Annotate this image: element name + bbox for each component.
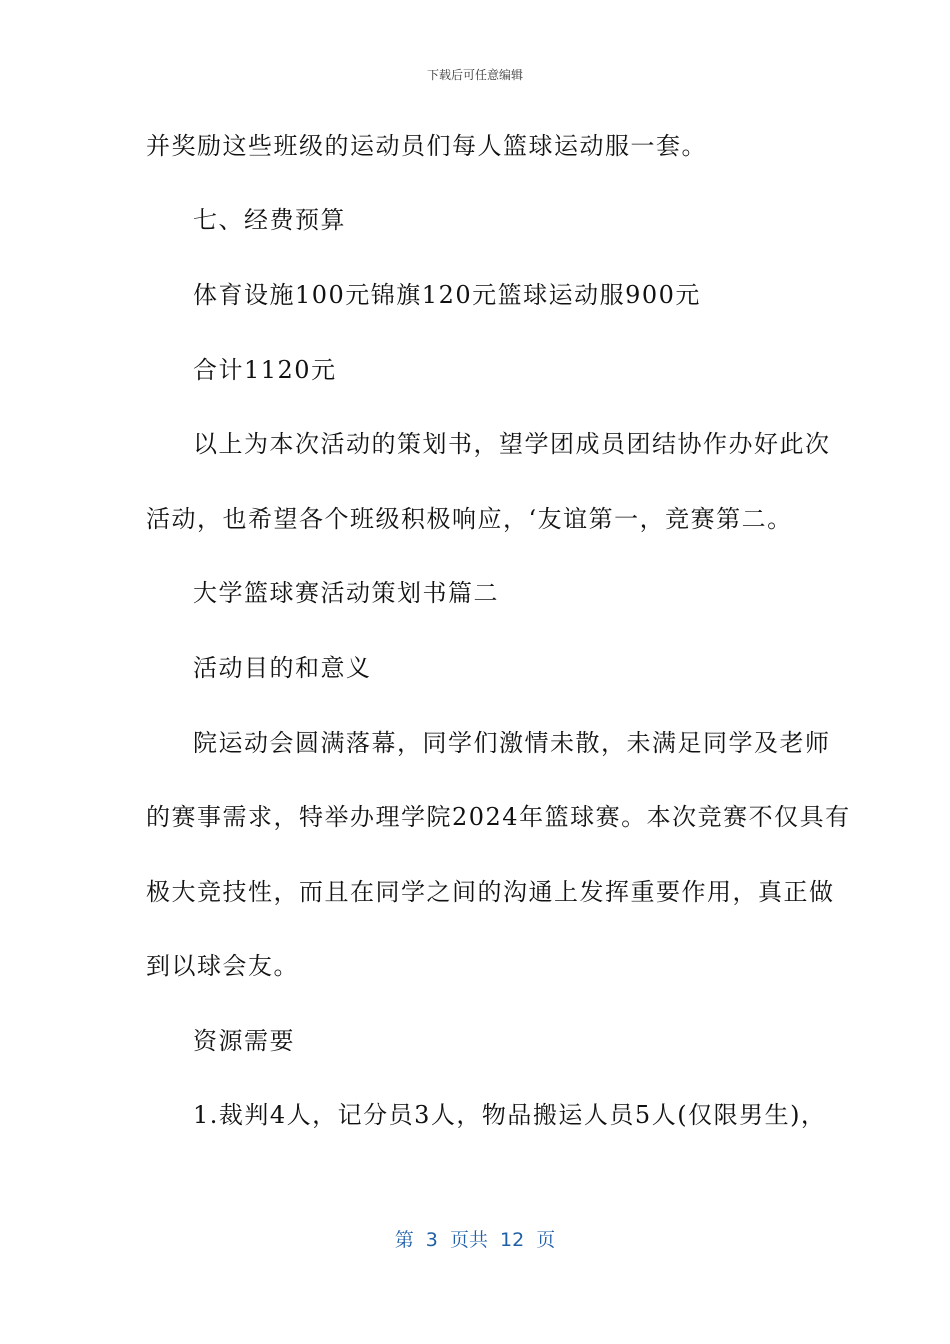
paragraph-line: 1.裁判4人，记分员3人，物品搬运人员5人(仅限男生)，: [193, 1101, 827, 1129]
section-heading-resources: 资源需要: [193, 1027, 295, 1055]
paragraph-line: 院运动会圆满落幕，同学们激情未散，未满足同学及老师: [193, 729, 831, 757]
section-heading-part-two: 大学篮球赛活动策划书篇二: [193, 579, 499, 607]
page-header-note: 下载后可任意编辑: [426, 68, 523, 82]
paragraph-line: 体育设施100元锦旗120元篮球运动服900元: [193, 281, 701, 309]
paragraph-line: 的赛事需求，特举办理学院2024年篮球赛。本次竞赛不仅具有: [146, 803, 851, 831]
section-heading-budget: 七、经费预算: [193, 206, 346, 234]
paragraph-line: 活动，也希望各个班级积极响应，‘友谊第一，竞赛第二。: [146, 505, 793, 533]
paragraph-line: 合计1120元: [193, 356, 337, 384]
paragraph-line: 以上为本次活动的策划书，望学团成员团结协作办好此次: [193, 430, 831, 458]
section-heading-purpose: 活动目的和意义: [193, 654, 372, 682]
paragraph-line: 到以球会友。: [146, 952, 299, 980]
paragraph-line: 并奖励这些班级的运动员们每人篮球运动服一套。: [146, 132, 707, 160]
paragraph-line: 极大竞技性，而且在同学之间的沟通上发挥重要作用，真正做: [146, 878, 835, 906]
page-number-footer: 第 3 页共 12 页: [394, 1229, 556, 1251]
